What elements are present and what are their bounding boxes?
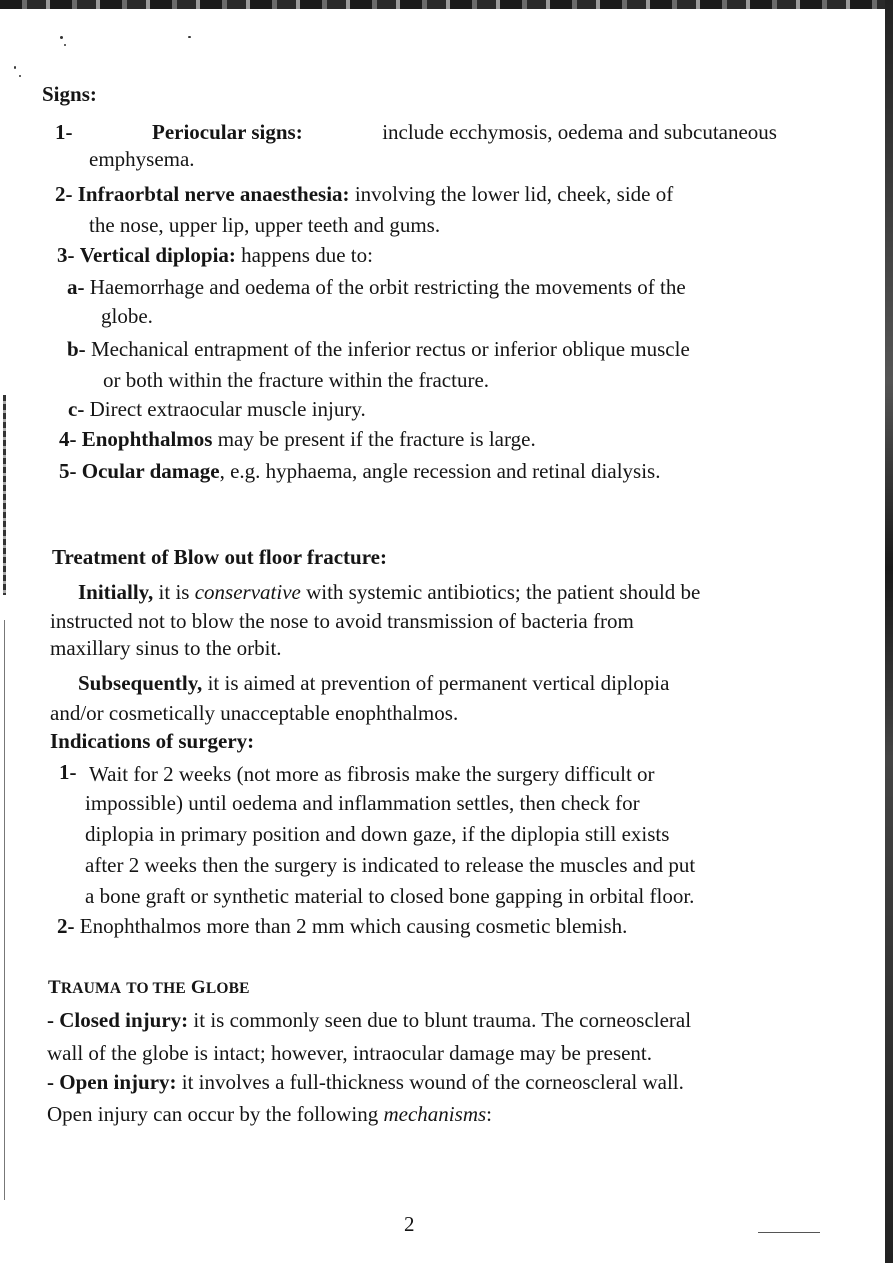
treatment-line-5: and/or cosmetically unacceptable enophthalmos. [50, 701, 459, 725]
signs-item-1-label: Periocular signs: [152, 120, 303, 144]
treatment-initially-pre: it is [158, 580, 190, 604]
treatment-initially-line [78, 580, 700, 604]
treatment-initially-em: conservative [194, 580, 301, 604]
treatment-line-2 [50, 609, 774, 633]
signs-sub-b-text: Mechanical entrapment of the inferior rectus or inferior oblique muscle [90, 337, 690, 361]
scan-speck [19, 75, 21, 77]
signs-item-1-line-2: emphysema. [89, 147, 195, 171]
scan-edge-left-line [4, 620, 5, 1200]
signs-sub-c-letter: c- [68, 397, 85, 421]
trauma-heading-rauma: RAUMA [60, 980, 122, 997]
trauma-closed-text: it is commonly seen due to blunt trauma. The corneoscleral [193, 1008, 692, 1032]
treatment-subsequently-line [78, 671, 669, 695]
signs-item-3-number: 3- [57, 243, 75, 267]
signs-sub-b-line-1 [67, 337, 690, 361]
trauma-open-line-1 [47, 1070, 684, 1094]
treatment-line-3: maxillary sinus to the orbit. [50, 636, 282, 660]
signs-sub-a-line-2: globe. [101, 304, 153, 328]
indications-item-2-text: Enophthalmos more than 2 mm which causing cosmetic blemish. [79, 914, 628, 938]
indications-item-1-line-4: after 2 weeks then the surgery is indicated to release the muscles and put [85, 853, 696, 877]
indications-item-2-number: 2- [57, 914, 75, 938]
scan-speck [64, 44, 66, 46]
indications-item-1-number: 1- [59, 760, 77, 784]
treatment-line-2-text: instructed not to blow the nose to avoid transmission of bacteria from [50, 609, 634, 633]
indications-item-1-line-1: Wait for 2 weeks (not more as fibrosis make the surgery difficult or [89, 762, 655, 786]
scan-speck [14, 66, 16, 69]
trauma-closed-line-1 [47, 1008, 691, 1032]
scan-edge-top [0, 0, 893, 9]
signs-item-5 [59, 459, 660, 483]
trauma-closed-label: - Closed injury: [47, 1008, 189, 1032]
treatment-initially-post: with systemic antibiotics; the patient should be [306, 580, 701, 604]
treatment-subsequently-text: it is aimed at prevention of permanent vertical diplopia [207, 671, 670, 695]
signs-item-4-text: may be present if the fracture is large. [217, 427, 536, 451]
scan-speck [60, 36, 63, 39]
trauma-heading-initial-g: G [190, 977, 206, 998]
trauma-open-line-2 [47, 1102, 492, 1126]
signs-item-4-number: 4- [59, 427, 77, 451]
trauma-open-line-2-pre: Open injury can occur by the following [47, 1102, 379, 1126]
page-number: 2 [404, 1212, 415, 1236]
treatment-subsequently-label: Subsequently, [78, 671, 203, 695]
signs-sub-a-line-1 [67, 275, 686, 299]
scan-edge-left [3, 395, 6, 595]
indications-item-1-line-3: diplopia in primary position and down gaze, if the diplopia still exists [85, 822, 670, 846]
signs-item-2-label: Infraorbtal nerve anaesthesia: [77, 182, 350, 206]
signs-item-5-number: 5- [59, 459, 77, 483]
signs-item-4 [59, 427, 536, 451]
trauma-closed-line-2: wall of the globe is intact; however, intraocular damage may be present. [47, 1041, 653, 1065]
signs-item-1-number: 1- [55, 120, 73, 144]
signs-item-3-label: Vertical diplopia: [79, 243, 236, 267]
trauma-heading-lobe: LOBE [205, 980, 250, 997]
signs-sub-b-letter: b- [67, 337, 86, 361]
signs-item-2-number: 2- [55, 182, 73, 206]
signs-item-2-line-1 [55, 182, 673, 206]
signs-item-5-text: , e.g. hyphaema, angle recession and retinal dialysis. [219, 459, 661, 483]
indications-heading: Indications of surgery: [50, 729, 255, 753]
treatment-initially-label: Initially, [78, 580, 154, 604]
trauma-heading-initial-t: T [48, 977, 61, 998]
treatment-heading: Treatment of Blow out floor fracture: [52, 545, 387, 569]
signs-sub-c [68, 397, 366, 421]
signs-heading: Signs: [42, 82, 97, 106]
signs-sub-a-letter: a- [67, 275, 85, 299]
trauma-heading [48, 976, 250, 1001]
scan-speck [188, 36, 191, 38]
signs-item-2-text: involving the lower lid, cheek, side of [354, 182, 674, 206]
trauma-open-line-2-em: mechanisms [383, 1102, 487, 1126]
indications-item-2 [57, 914, 627, 938]
trauma-open-line-2-post: : [486, 1102, 492, 1126]
indications-item-1-line-2: impossible) until oedema and inflammation settles, then check for [85, 791, 640, 815]
signs-item-5-label: Ocular damage [81, 459, 220, 483]
signs-sub-a-text: Haemorrhage and oedema of the orbit restricting the movements of the [89, 275, 686, 299]
signs-sub-b-line-2: or both within the fracture within the fracture. [103, 368, 490, 392]
signs-item-1-text: include ecchymosis, oedema and subcutaneous [382, 120, 777, 144]
signs-item-3 [57, 243, 373, 267]
trauma-open-label: - Open injury: [47, 1070, 177, 1094]
signs-item-2-line-2: the nose, upper lip, upper teeth and gums. [89, 213, 441, 237]
scan-edge-right [885, 0, 893, 1263]
signs-item-3-text: happens due to: [241, 243, 373, 267]
indications-item-1-line-5: a bone graft or synthetic material to closed bone gapping in orbital floor. [85, 884, 695, 908]
signs-item-4-label: Enophthalmos [81, 427, 213, 451]
signs-item-1-line-1 [55, 120, 777, 144]
trauma-heading-to-the: TO THE [126, 980, 186, 997]
trauma-open-text: it involves a full-thickness wound of the corneoscleral wall. [181, 1070, 684, 1094]
signs-sub-c-text: Direct extraocular muscle injury. [89, 397, 366, 421]
scan-mark-bottom [758, 1232, 820, 1233]
